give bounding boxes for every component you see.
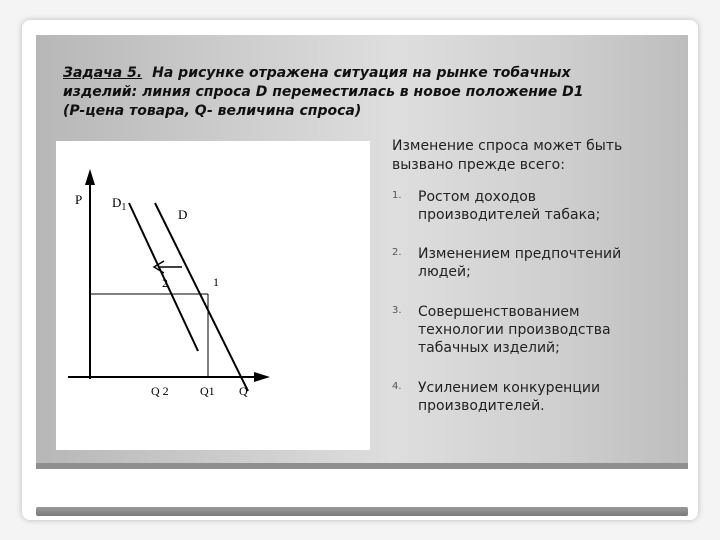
- task-line-1: На рисунке отражена ситуация на рынке тобачных: [152, 65, 571, 81]
- question-line-1: Изменение спроса может быть: [392, 138, 623, 154]
- answer-text: [418, 303, 680, 357]
- answer-number: 3.: [392, 305, 402, 316]
- d1-label: [112, 195, 126, 213]
- point-1-label: 1: [213, 275, 219, 289]
- answer-text-line: Изменением предпочтений: [418, 246, 622, 262]
- q-axis-label: Q: [239, 384, 248, 398]
- panel-shadow: [36, 463, 688, 469]
- answer-text-line: технологии производства: [418, 322, 611, 338]
- d-label: D: [178, 207, 188, 222]
- question-line-2: вызвано прежде всего:: [392, 157, 565, 173]
- slide-footer-bar: [36, 507, 688, 516]
- answer-text-line: производителей табака;: [418, 207, 601, 223]
- answer-text: [418, 245, 680, 281]
- demand-graph: [56, 141, 370, 450]
- p-axis-label: P: [75, 192, 83, 207]
- answer-text-line: Усилением конкуренции: [418, 380, 601, 396]
- answer-number: 1.: [392, 190, 402, 201]
- task-statement: [63, 64, 673, 121]
- answer-text-line: производителей.: [418, 398, 545, 414]
- demand-graph-svg: [56, 141, 370, 450]
- task-line-2: изделий: линия спроса D переместилась в новое положение D1: [63, 84, 584, 100]
- question-text: [392, 137, 692, 175]
- answer-number: 2.: [392, 247, 402, 258]
- answer-number: 4.: [392, 381, 402, 392]
- d1-label-main: D: [112, 195, 122, 210]
- demand-line-d: [155, 203, 248, 391]
- answer-text: [418, 188, 680, 224]
- q-axis-arrow: [254, 372, 270, 382]
- answer-text-line: Ростом доходов: [418, 189, 537, 205]
- q1-label: Q1: [200, 384, 215, 398]
- answer-text-line: табачных изделий;: [418, 340, 560, 356]
- p-axis-arrow: [85, 169, 95, 185]
- point-2-label: 2: [162, 276, 168, 290]
- answer-text-line: людей;: [418, 264, 471, 280]
- answer-text: [418, 379, 680, 415]
- q2-label: Q 2: [151, 384, 169, 398]
- task-label: Задача 5.: [63, 65, 143, 81]
- answer-text-line: Совершенствованием: [418, 304, 580, 320]
- d1-label-sub: 1: [121, 202, 127, 213]
- task-line-3: (P-цена товара, Q- величина спроса): [63, 103, 362, 119]
